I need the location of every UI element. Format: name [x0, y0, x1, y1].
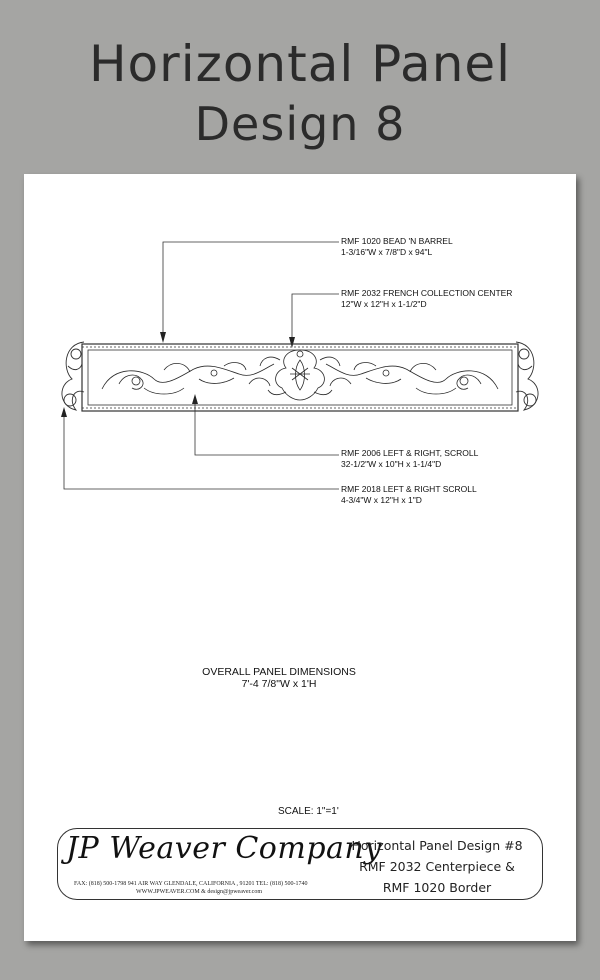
company-logo: JP Weaver Company	[66, 831, 382, 866]
title-block	[57, 828, 543, 900]
callout-center-size: 12"W x 12"H x 1-1/2"D	[341, 299, 427, 309]
arrow-bead-barrel	[160, 332, 166, 343]
overall-dimensions-label: OVERALL PANEL DIMENSIONS	[202, 666, 356, 678]
contact-line-2: WWW.JPWEAVER.COM & design@jpweaver.com	[136, 889, 263, 895]
callout-scroll	[341, 448, 478, 470]
design-title: Horizontal Panel Design #8	[351, 838, 523, 853]
drawing-sheet	[24, 174, 576, 941]
callout-center	[341, 288, 512, 310]
callout-center-name: RMF 2032 FRENCH COLLECTION CENTER	[341, 288, 513, 298]
leader-scroll	[195, 402, 339, 455]
right-scroll-ornament	[326, 363, 498, 394]
callout-end-scroll-size: 4-3/4"W x 12"H x 1"D	[341, 495, 422, 505]
overall-dimensions	[194, 666, 364, 690]
leader-center	[292, 294, 339, 339]
scale-label: SCALE: 1"=1'	[278, 806, 339, 817]
arrow-scroll	[192, 394, 198, 404]
contact-line-1: FAX: (818) 500-1798 941 AIR WAY GLENDALE, CALIFORNIA , 91201 TEL: (818) 500-1740	[74, 881, 308, 887]
callout-bead-barrel-size: 1-3/16"W x 7/8"D x 94"L	[341, 247, 433, 257]
overall-dimensions-value: 7'-4 7/8"W x 1'H	[241, 678, 317, 690]
callout-end-scroll-name: RMF 2018 LEFT & RIGHT SCROLL	[341, 484, 477, 494]
callout-bead-barrel-name: RMF 1020 BEAD 'N BARREL	[341, 236, 453, 246]
page-subtitle: Design 8	[194, 97, 406, 151]
arrow-center	[289, 337, 295, 348]
leader-end-scroll	[64, 414, 339, 489]
center-ornament	[260, 350, 340, 400]
left-scroll-ornament	[102, 363, 274, 394]
design-line-2: RMF 2032 Centerpiece &	[359, 859, 515, 874]
callout-bead-barrel	[341, 236, 453, 258]
callout-scroll-name: RMF 2006 LEFT & RIGHT, SCROLL	[341, 448, 479, 458]
panel-inner-frame	[88, 350, 512, 405]
arrow-end-scroll	[61, 407, 67, 417]
panel-outer-frame	[82, 344, 518, 411]
left-end-scroll	[62, 342, 84, 410]
right-end-scroll	[516, 342, 538, 410]
callout-scroll-size: 32-1/2"W x 10"H x 1-1/4"D	[341, 459, 442, 469]
callout-end-scroll	[341, 484, 477, 506]
page-title: Horizontal Panel	[88, 35, 512, 93]
design-info	[342, 835, 532, 898]
leader-bead-barrel	[163, 242, 339, 334]
design-line-3: RMF 1020 Border	[382, 880, 492, 895]
